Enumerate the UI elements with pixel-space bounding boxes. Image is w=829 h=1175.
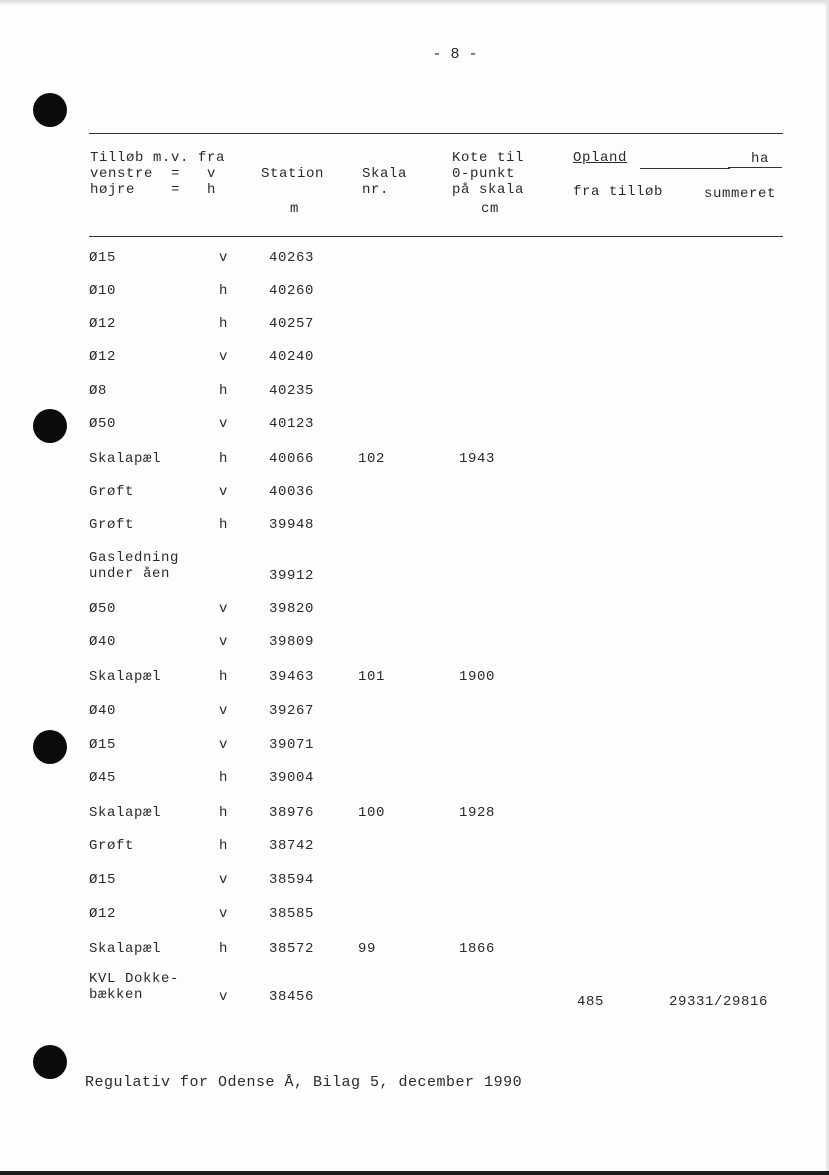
- header-fra-tillob: fra tilløb: [573, 184, 664, 200]
- row-station: 39820: [269, 601, 315, 617]
- row-opland-summeret: 29331/29816: [669, 994, 769, 1010]
- header-ha: ha: [728, 151, 782, 168]
- row-side: h: [219, 838, 229, 854]
- row-name: Ø50: [89, 601, 117, 617]
- row-skala-nr: 102: [358, 451, 386, 467]
- row-side: h: [219, 283, 229, 299]
- row-skala-nr: 99: [358, 941, 377, 957]
- punch-hole-3: [33, 730, 67, 764]
- row-side: v: [219, 906, 229, 922]
- header-station: Station: [261, 166, 325, 182]
- row-side: h: [219, 805, 229, 821]
- row-side: v: [219, 250, 229, 266]
- row-station: 38976: [269, 805, 315, 821]
- row-station: 40263: [269, 250, 315, 266]
- row-side: v: [219, 416, 229, 432]
- row-station: 39004: [269, 770, 315, 786]
- row-station: 40257: [269, 316, 315, 332]
- row-skala-nr: 100: [358, 805, 386, 821]
- row-side: v: [219, 349, 229, 365]
- scan-top-shade: [0, 0, 829, 6]
- row-name: Ø50: [89, 416, 117, 432]
- header-tillob: Tilløb m.v. fra: [90, 150, 226, 166]
- row-side: h: [219, 669, 229, 685]
- row-name: Skalapæl: [89, 941, 162, 957]
- row-name: Ø15: [89, 250, 117, 266]
- row-name: Ø40: [89, 703, 117, 719]
- row-side: h: [219, 383, 229, 399]
- header-skala: Skala: [362, 166, 408, 182]
- row-station: 40123: [269, 416, 315, 432]
- scan-bottom-edge: [0, 1171, 829, 1175]
- row-side: v: [219, 634, 229, 650]
- row-kote: 1928: [459, 805, 496, 821]
- row-name: Ø12: [89, 316, 117, 332]
- row-side: h: [219, 517, 229, 533]
- header-top-rule: [89, 133, 783, 134]
- row-name: Skalapæl: [89, 805, 162, 821]
- header-kote: Kote til: [452, 150, 525, 166]
- header-bottom-rule: [89, 236, 783, 237]
- opland-underline: [640, 168, 730, 169]
- header-skala-nr: nr.: [362, 182, 390, 198]
- row-side: v: [219, 737, 229, 753]
- row-station: 38456: [269, 989, 315, 1005]
- header-venstre: venstre = v: [90, 166, 217, 182]
- header-pa-skala: på skala: [452, 182, 525, 198]
- punch-hole-4: [33, 1045, 67, 1079]
- row-kote: 1900: [459, 669, 496, 685]
- row-name: Skalapæl: [89, 669, 162, 685]
- row-name: Grøft: [89, 838, 135, 854]
- header-station-unit: m: [290, 201, 300, 217]
- row-name: Ø12: [89, 906, 117, 922]
- row-name: Grøft: [89, 517, 135, 533]
- punch-hole-2: [33, 409, 67, 443]
- header-summeret: summeret: [704, 186, 777, 202]
- row-station: 38742: [269, 838, 315, 854]
- row-side: h: [219, 941, 229, 957]
- row-station: 39463: [269, 669, 315, 685]
- header-kote-unit: cm: [481, 201, 500, 217]
- row-station: 40260: [269, 283, 315, 299]
- row-name: Gasledning under åen: [89, 550, 180, 582]
- row-station: 39071: [269, 737, 315, 753]
- row-side: v: [219, 989, 229, 1005]
- header-0-punkt: 0-punkt: [452, 166, 516, 182]
- row-skala-nr: 101: [358, 669, 386, 685]
- header-hojre: højre = h: [90, 182, 217, 198]
- row-name: Grøft: [89, 484, 135, 500]
- header-opland: Opland: [573, 150, 628, 166]
- row-side: v: [219, 484, 229, 500]
- row-name: Ø40: [89, 634, 117, 650]
- row-name: Ø15: [89, 737, 117, 753]
- footer-text: Regulativ for Odense Å, Bilag 5, december 1990: [85, 1074, 523, 1091]
- punch-hole-1: [33, 93, 67, 127]
- row-name: Ø12: [89, 349, 117, 365]
- row-name: Ø45: [89, 770, 117, 786]
- row-kote: 1866: [459, 941, 496, 957]
- row-station: 39267: [269, 703, 315, 719]
- row-station: 38585: [269, 906, 315, 922]
- row-station: 39809: [269, 634, 315, 650]
- row-name: Ø8: [89, 383, 108, 399]
- row-side: v: [219, 703, 229, 719]
- row-name: Ø10: [89, 283, 117, 299]
- row-station: 38572: [269, 941, 315, 957]
- row-station: 40240: [269, 349, 315, 365]
- row-side: h: [219, 451, 229, 467]
- row-side: h: [219, 770, 229, 786]
- row-side: h: [219, 316, 229, 332]
- row-name: Ø15: [89, 872, 117, 888]
- row-station: 40066: [269, 451, 315, 467]
- row-kote: 1943: [459, 451, 496, 467]
- page-number: - 8 -: [432, 46, 478, 63]
- row-name: KVL Dokke- bækken: [89, 971, 180, 1003]
- row-station: 40235: [269, 383, 315, 399]
- row-name: Skalapæl: [89, 451, 162, 467]
- row-station: 38594: [269, 872, 315, 888]
- row-station: 39912: [269, 568, 315, 584]
- row-side: v: [219, 601, 229, 617]
- row-station: 40036: [269, 484, 315, 500]
- row-station: 39948: [269, 517, 315, 533]
- row-opland-fra-tillob: 485: [577, 994, 605, 1010]
- row-side: v: [219, 872, 229, 888]
